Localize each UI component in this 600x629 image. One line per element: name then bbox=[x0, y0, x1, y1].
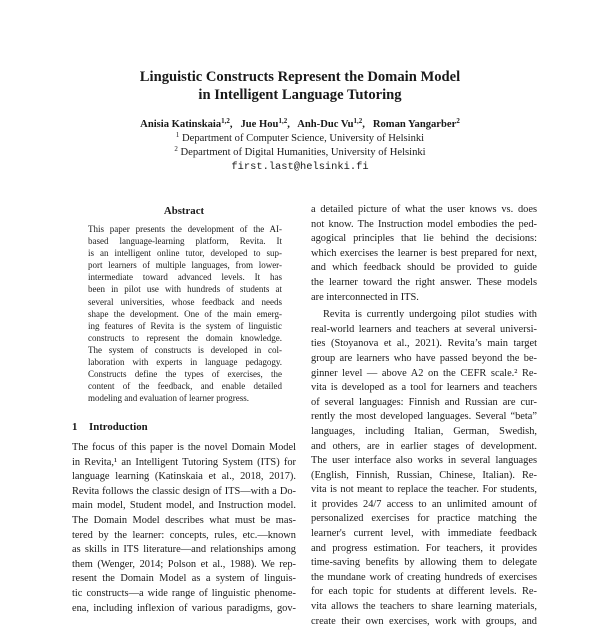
section-heading-introduction bbox=[72, 421, 296, 434]
body-line: main model, Student model, and Instruction model. bbox=[72, 500, 296, 512]
body-line: vita allows the teachers to share learning materials, bbox=[311, 601, 537, 613]
body-line: and which feedback should be provided to guide bbox=[311, 262, 537, 274]
body-line: and progress estimation. For teachers, it provides bbox=[311, 542, 537, 554]
body-line: language learning (Katinskaia et al., 2018, 2017). bbox=[72, 471, 296, 483]
body-line: The Domain Model describes what must be mas- bbox=[72, 514, 296, 526]
author: Anisia Katinskaia$^{1,2}$, bbox=[140, 117, 233, 130]
body-line: vita is developed as a tool for learners and teachers bbox=[311, 382, 537, 394]
body-line: learner's current level, with immediate feedback bbox=[311, 528, 537, 540]
body-line: The user interface also works in several languages bbox=[311, 455, 537, 467]
abstract-line: several universities, whose feedback and needs bbox=[88, 296, 282, 307]
body-line: them (Wenger, 2014; Polson et al., 1988). We rep- bbox=[72, 558, 296, 570]
body-line: group are learners who have passed beyond the be- bbox=[311, 352, 537, 364]
abstract-line: laboration with experts in language pedagogy. bbox=[88, 357, 282, 368]
body-line: which exercises the learner is best prepared for next, bbox=[311, 247, 537, 259]
body-line: Revita follows the classic design of ITS—with a Do- bbox=[72, 485, 296, 497]
body-line: tic constructs—a wide range of linguistic phenome- bbox=[72, 587, 296, 599]
body-line: and others, are in earlier stages of development. bbox=[311, 440, 537, 452]
body-line: The focus of this paper is the novel Domain Model bbox=[72, 442, 296, 453]
body-line: the mundane work of creating hundreds of exercises bbox=[311, 571, 537, 583]
body-line: agogical principles that lie behind the decisions: bbox=[311, 233, 537, 245]
affiliation-list bbox=[40, 132, 560, 160]
body-line: personalized exercises for practice matching the bbox=[311, 513, 537, 525]
body-line: a detailed picture of what the user knows vs. does bbox=[311, 204, 537, 215]
abstract-line: Constructs define the types of exercises, the bbox=[88, 369, 282, 380]
abstract-line: constructs to represent the domain knowledge. bbox=[88, 332, 282, 343]
abstract-heading: Abstract bbox=[163, 205, 205, 217]
right-column-body bbox=[311, 203, 537, 629]
author: Roman Yangarber$^2$ bbox=[372, 117, 460, 130]
body-line: time-saving benefits by allowing them to delegate bbox=[311, 557, 537, 569]
abstract-line: intermediate toward advanced levels. It has bbox=[88, 272, 282, 283]
body-line: not know. The Instruction model embodies the ped- bbox=[311, 218, 537, 230]
body-line: create their own exercises, work with groups, and bbox=[311, 615, 537, 627]
body-line: ena, including inflexion of various paradigms, gov- bbox=[72, 602, 296, 614]
abstract-line: shape the development. One of the main emerg- bbox=[88, 308, 282, 319]
abstract-body bbox=[88, 223, 282, 404]
affiliation: $^1$ Department of Computer Science, University of Helsinki bbox=[175, 131, 425, 144]
paper-title bbox=[60, 68, 540, 104]
title-line-2: in Intelligent Language Tutoring bbox=[198, 87, 402, 103]
abstract-line: is an intelligent online tutor, developed to sup- bbox=[88, 248, 282, 259]
body-line: ties (Stoyanova et al., 2021). Revita’s main target bbox=[311, 338, 537, 350]
body-line: Revita is currently undergoing pilot studies with bbox=[323, 309, 537, 321]
affiliation: $^2$ Department of Digital Humanities, University of Helsinki bbox=[174, 144, 426, 158]
body-line: rently the most developed languages. Several “beta” bbox=[311, 411, 537, 423]
body-line: ginner level — above A2 on the CEFR scale.² Re- bbox=[311, 367, 537, 379]
section-number: 1 bbox=[72, 421, 78, 433]
body-line: in Revita,¹ an Intelligent Tutoring System (ITS) for bbox=[72, 456, 296, 468]
abstract-line: The system of constructs is developed in col- bbox=[88, 344, 282, 355]
body-line: real-world learners and teachers at several universi- bbox=[311, 323, 537, 335]
body-line: for each topic for students at different levels. Re- bbox=[311, 586, 537, 598]
author-list bbox=[40, 118, 560, 131]
body-line: (English, Finnish, Russian, Chinese, Italian). Re- bbox=[311, 469, 537, 481]
body-line: resent the Domain Model as a system of linguis- bbox=[72, 573, 296, 585]
abstract-line: content of the feedback, and enable detailed bbox=[88, 381, 282, 392]
body-line: the learner toward the right answer. These models bbox=[311, 276, 537, 288]
abstract-line: ing features of Revita is the system of linguistic bbox=[88, 320, 282, 331]
body-line: are interconnected in ITS. bbox=[311, 291, 419, 303]
title-line-1: Linguistic Constructs Represent the Domain Model bbox=[139, 69, 461, 85]
body-line: vita is not meant to replace the teacher. For students, bbox=[311, 484, 537, 496]
section-title: Introduction bbox=[89, 421, 148, 433]
body-line: as skills in ITS literature—and relationships among bbox=[72, 544, 296, 556]
body-line: it provides 24/7 access to an unlimited amount of bbox=[311, 498, 537, 510]
author-email: first.last@helsinki.fi bbox=[231, 161, 369, 173]
body-line: languages, including Italian, German, Swedish, bbox=[311, 425, 537, 437]
body-line: of several languages: Finnish and Russian are cur- bbox=[311, 396, 537, 408]
abstract-line: modeling and evaluation of learner progress. bbox=[88, 393, 249, 404]
abstract-line: port learners of multiple languages, from lower- bbox=[88, 260, 282, 271]
abstract-line: been in pilot use with hundreds of students at bbox=[88, 284, 282, 295]
abstract-line: This paper presents the development of the AI- bbox=[88, 224, 282, 234]
left-column-body bbox=[72, 441, 296, 616]
abstract-line: based language-learning platform, Revita. It bbox=[88, 236, 282, 247]
author: Jue Hou$^{1,2}$, bbox=[240, 117, 290, 130]
author: Anh-Duc Vu$^{1,2}$, bbox=[297, 117, 365, 130]
body-line: tered by the learner: concepts, rules, etc.—known bbox=[72, 529, 296, 541]
